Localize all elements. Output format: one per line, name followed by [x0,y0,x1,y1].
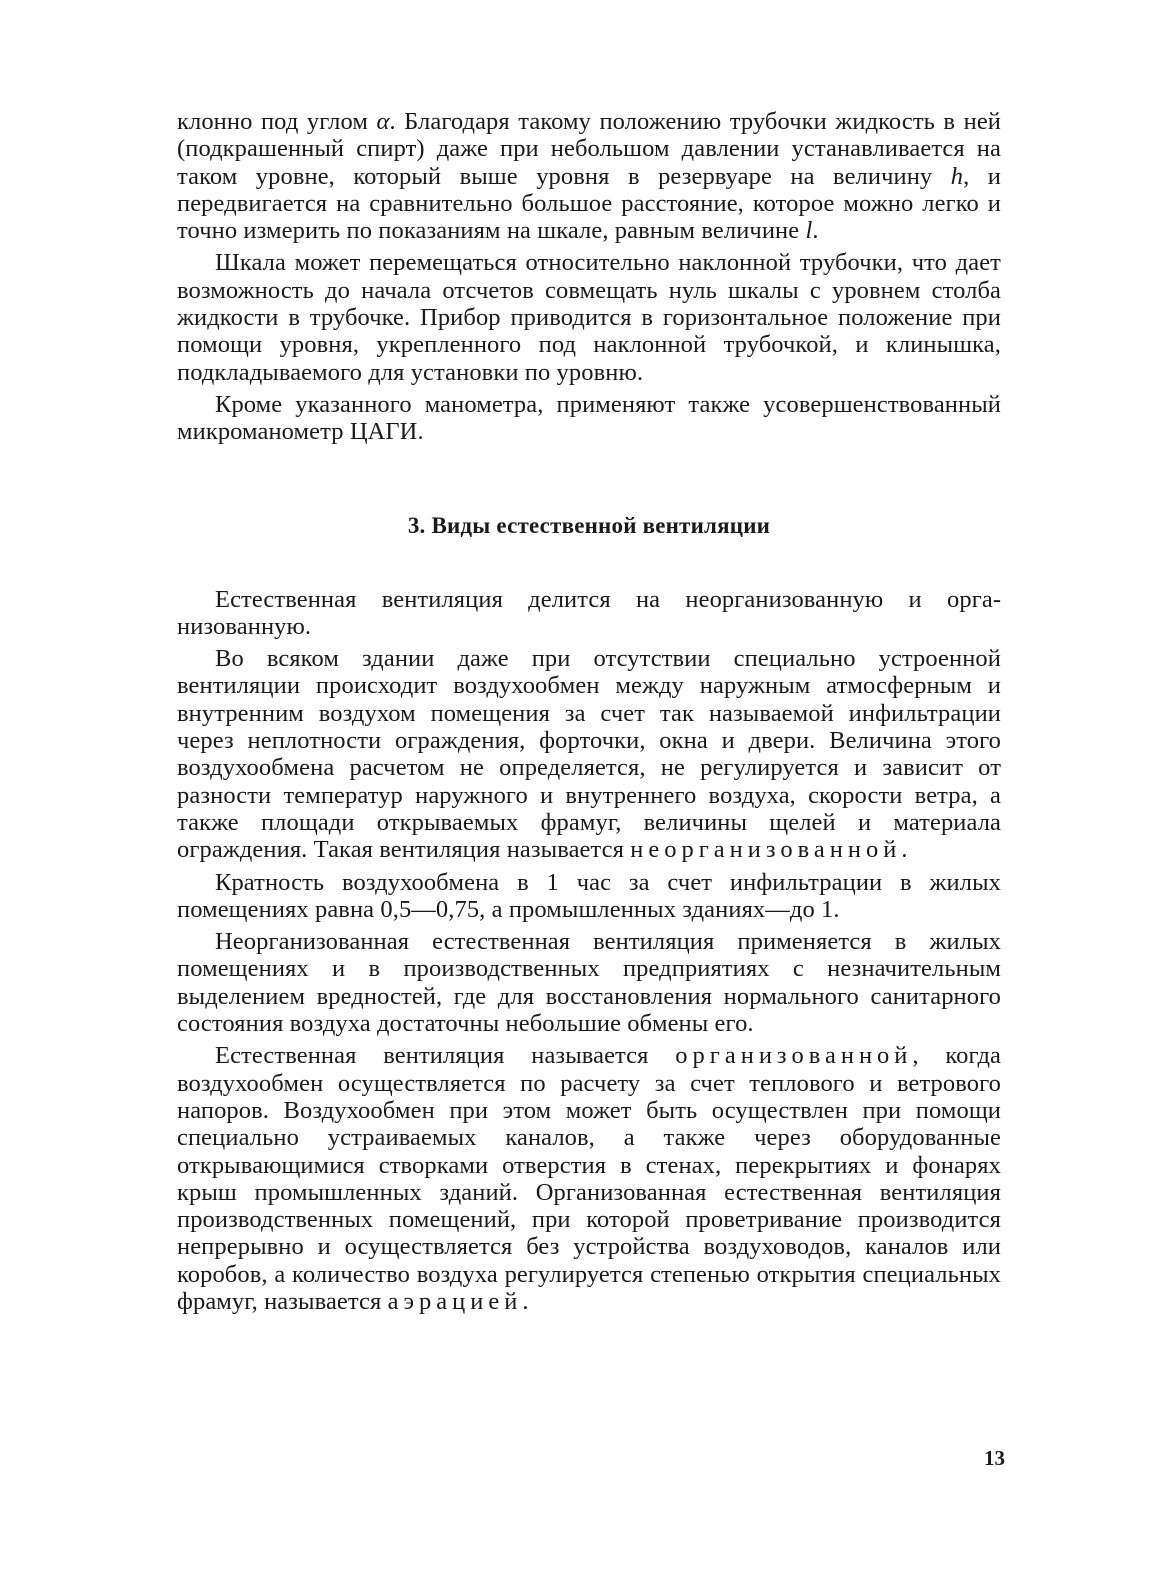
text-run: . Благодаря такому положению трубочки жидкость в ней (подкрашенный спирт) даже при небольшом давлении устанавливается на таком уровне, который выше уровня в резервуаре на величину [177,108,1001,190]
text-run: Во всяком здании даже при отсутствии специально устроенной вентиляции происходит воздухообмен между наружным атмосферным и внутренним воздухом помещения за счет так называемой инфильтрации через неплотности ограждения, форточки, окна и двери. Величина этого воздухообмена расчетом не определяется, не регулируется и зависит от разности температур наружного и внутреннего воздуха, скорости ветра, а также площади открываемых фрамуг, величины щелей и материала ограждения. Такая вентиляция называется [177,645,1001,864]
paragraph [177,869,1001,924]
text-run: . [901,836,908,864]
page-number: 13 [984,1446,1005,1470]
heading-spacer [177,540,1001,586]
paragraph [177,586,1001,641]
emphasized-term: аэрацией [387,1287,523,1315]
text-run: . [522,1287,529,1315]
text-run: Естественная вентиляция делится на неорганизованную и организованную. [177,585,1001,640]
text-run: Естественная вентиляция называется [215,1042,676,1070]
paragraph [177,645,1001,863]
continued-text-block [177,108,1001,446]
italic-symbol: α [376,108,390,135]
text-run: клонно под углом [177,108,377,135]
text-run: Кроме указанного манометра, применяют также усовершенствованный микроманометр ЦАГИ. [177,390,1001,446]
text-run: . [812,217,819,245]
emphasized-term: организованной [675,1042,913,1070]
text-run: Неорганизованная естественная вентиляция применяется в жилых помещениях и в производственных предприятиях с незначительным выделением вредностей, где для восстановления нормального санитарного состояния воздуха достаточны небольшие обмены его. [177,928,1001,1038]
paragraph [177,928,1001,1037]
italic-symbol: l [805,217,813,245]
emphasized-term: неорганизованной [630,836,902,864]
paragraph [177,249,1001,385]
paragraph [177,391,1001,446]
paragraph [177,108,1001,244]
section-body [177,586,1001,1316]
section-heading: 3. Виды естественной вентиляции [407,512,771,538]
paragraph [177,1042,1001,1315]
text-run: , и передвигается на сравнительно большое расстояние, которое можно легко и точно измерить по показаниям на шкале, равным величине [177,162,1002,245]
text-run: Шкала может перемещаться относительно наклонной трубочки, что дает возможность до начала отсчетов совмещать нуль шкалы с уровнем столба жидкости в трубочке. Прибор приводится в горизонтальное положение при помощи уровня, укрепленного под наклонной трубочкой, и клинышка, подкладываемого для установки по уровню. [177,249,1001,386]
text-column [177,108,1001,1315]
italic-symbol: h [950,162,964,190]
text-run: Кратность воздухообмена в 1 час за счет инфильтрации в жилых помещениях равна 0,5—0,75, а промышленных зданиях—до 1. [177,868,1001,923]
text-run: , когда воздухообмен осуществляется по расчету за счет теплового и ветрового напоров. Воздухообмен при этом может быть осуществлен при помощи специально устраиваемых каналов, а также через оборудованные открывающимися створками отверстия в стенах, перекрытиях и фонарях крыш промышленных зданий. Организованная естественная вентиляция производственных помещений, при которой проветривание производится непрерывно и осуществляется без устройства воздуховодов, каналов или коробов, а количество воздуха регулируется степенью открытия специальных фрамуг, называется [177,1042,1001,1315]
